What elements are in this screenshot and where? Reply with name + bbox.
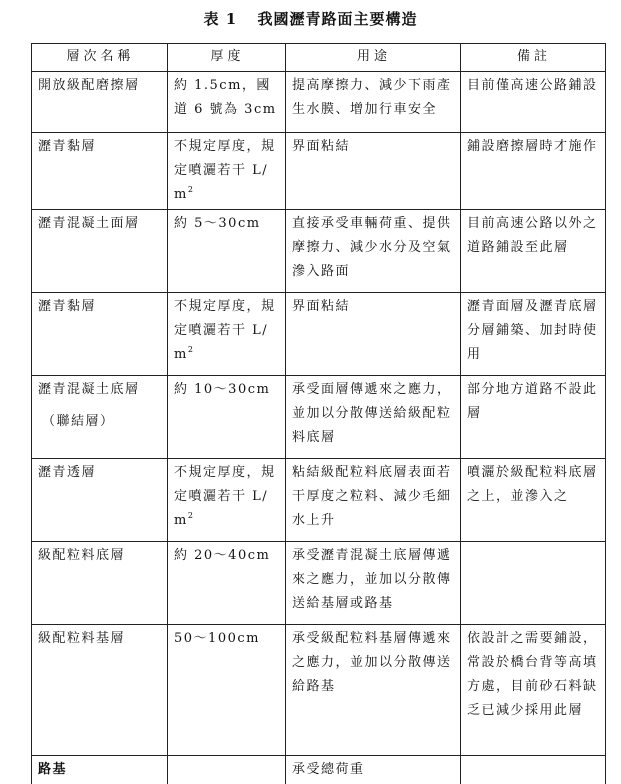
cell-layer-name: 開放級配磨擦層 [32, 72, 168, 133]
table-number: 表 1 [204, 10, 238, 28]
thickness-text: 不規定厚度，規定噴灑若干 L/m [174, 465, 276, 528]
header-note: 備註 [461, 44, 606, 72]
cell-layer-name: 級配粒料基層 [32, 625, 168, 756]
cell-layer-name: 級配粒料底層 [32, 542, 168, 625]
cell-note: 鋪設磨擦層時才施作 [461, 133, 606, 210]
header-layer-name: 層次名稱 [32, 44, 168, 72]
cell-thickness [168, 459, 286, 542]
cell-note: 依設計之需要鋪設，常設於橋台背等高填方處，目前砂石料缺乏已減少採用此層 [461, 625, 606, 756]
cell-use: 承受面層傳遞來之應力，並加以分散傳送給級配粒料底層 [286, 376, 461, 459]
cell-layer-name: 瀝青透層 [32, 459, 168, 542]
superscript: 2 [188, 511, 195, 520]
table-row [32, 133, 606, 210]
cell-use: 承受總荷重 [286, 756, 461, 784]
layer-name-text: 瀝青混凝土底層 [38, 382, 140, 397]
table-caption [0, 8, 621, 29]
header-use: 用途 [286, 44, 461, 72]
table-row [32, 72, 606, 133]
cell-note: 目前僅高速公路鋪設 [461, 72, 606, 133]
cell-use: 提高摩擦力、減少下雨產生水膜、增加行車安全 [286, 72, 461, 133]
cell-use: 直接承受車輛荷重、提供摩擦力、減少水分及空氣滲入路面 [286, 210, 461, 293]
thickness-text: 不規定厚度，規定噴灑若干 L/m [174, 299, 276, 362]
cell-use: 粘結級配粒料底層表面若干厚度之粒料、減少毛細水上升 [286, 459, 461, 542]
cell-note: 噴灑於級配粒料底層之上，並滲入之 [461, 459, 606, 542]
cell-layer-name: 瀝青黏層 [32, 133, 168, 210]
cell-thickness: 約 20～40cm [168, 542, 286, 625]
superscript: 2 [188, 345, 195, 354]
table-row [32, 293, 606, 376]
cell-layer-name: 瀝青混凝土面層 [32, 210, 168, 293]
header-row [32, 44, 606, 72]
table-title: 我國瀝青路面主要構造 [257, 10, 417, 28]
cell-use: 界面粘結 [286, 133, 461, 210]
cell-thickness: 約 1.5cm，國道 6 號為 3cm [168, 72, 286, 133]
table-row [32, 625, 606, 756]
cell-thickness: 約 10～30cm [168, 376, 286, 459]
cell-layer-name: 瀝青黏層 [32, 293, 168, 376]
cell-layer-name: 路基 [32, 756, 168, 784]
superscript: 2 [188, 185, 195, 194]
cell-thickness: 50～100cm [168, 625, 286, 756]
cell-use: 承受瀝青混凝土底層傳遞來之應力，並加以分散傳送給基層或路基 [286, 542, 461, 625]
cell-layer-name [32, 376, 168, 459]
cell-thickness [168, 293, 286, 376]
cell-thickness [168, 756, 286, 784]
table-row [32, 210, 606, 293]
cell-thickness: 約 5～30cm [168, 210, 286, 293]
cell-note: 目前高速公路以外之道路鋪設至此層 [461, 210, 606, 293]
cell-note: 瀝青面層及瀝青底層分層鋪築、加封時使用 [461, 293, 606, 376]
layer-name-sub: （聯結層） [38, 410, 163, 434]
table-row [32, 376, 606, 459]
pavement-structure-table [31, 43, 606, 784]
cell-use: 承受級配粒料基層傳遞來之應力，並加以分散傳送給路基 [286, 625, 461, 756]
table-row [32, 756, 606, 784]
cell-use: 界面粘結 [286, 293, 461, 376]
table-row [32, 542, 606, 625]
cell-note [461, 542, 606, 625]
header-thickness: 厚度 [168, 44, 286, 72]
cell-note [461, 756, 606, 784]
cell-note: 部分地方道路不設此層 [461, 376, 606, 459]
thickness-text: 不規定厚度，規定噴灑若干 L/m [174, 139, 276, 202]
table-row [32, 459, 606, 542]
cell-thickness [168, 133, 286, 210]
